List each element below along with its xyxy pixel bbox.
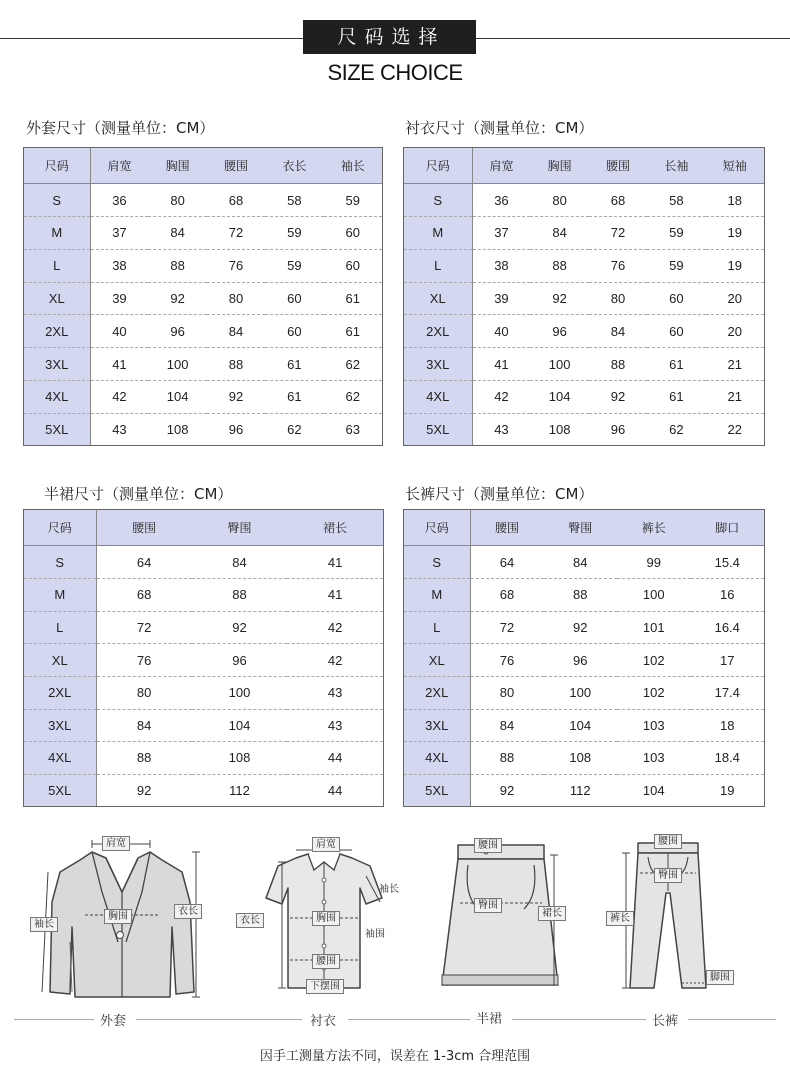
size-cell: 3XL <box>24 348 90 381</box>
value-cell: 58 <box>647 184 705 217</box>
pants-hip-label: 臀围 <box>654 868 682 883</box>
value-cell: 96 <box>610 421 626 437</box>
value-cell: 72 <box>207 217 265 250</box>
column-header: 肩宽 <box>90 148 148 184</box>
column-header: 衣长 <box>265 148 323 184</box>
value-cell: 68 <box>589 184 647 217</box>
table-row <box>404 217 764 250</box>
size-cell: 4XL <box>404 742 470 775</box>
value-cell: 108 <box>548 421 571 437</box>
value-cell: 92 <box>192 611 288 644</box>
table-row <box>404 315 764 348</box>
value-cell: 20 <box>706 282 764 315</box>
value-cell: 42 <box>287 644 383 677</box>
pants-foot-label: 脚围 <box>706 970 734 985</box>
value-cell: 61 <box>647 348 705 381</box>
table-row <box>404 413 764 445</box>
table-row <box>24 380 382 413</box>
size-cell: M <box>24 217 90 250</box>
value-cell: 92 <box>530 282 588 315</box>
column-header: 裤长 <box>617 510 691 546</box>
table-row <box>24 676 383 709</box>
value-cell: 59 <box>265 217 323 250</box>
value-cell: 68 <box>207 184 265 217</box>
column-header: 袖长 <box>324 148 382 184</box>
jacket-chest-label: 胸围 <box>104 909 132 924</box>
column-header: 腰围 <box>207 148 265 184</box>
header-left-rule <box>0 38 303 39</box>
skirt-hip-label: 臀围 <box>474 898 502 913</box>
value-cell: 16 <box>691 578 765 611</box>
value-cell: 18 <box>706 184 764 217</box>
value-cell: 88 <box>544 578 618 611</box>
size-cell: L <box>24 611 96 644</box>
value-cell: 88 <box>470 742 544 775</box>
value-cell: 84 <box>192 546 288 579</box>
value-cell: 43 <box>287 709 383 742</box>
value-cell: 44 <box>287 742 383 775</box>
value-cell: 100 <box>544 676 618 709</box>
value-cell: 39 <box>90 282 148 315</box>
table-row <box>24 217 382 250</box>
shirt-size-table <box>403 147 765 446</box>
skirt-waist-label: 腰围 <box>474 838 502 853</box>
column-header: 臀围 <box>544 510 618 546</box>
table-row <box>24 774 383 806</box>
size-table-grid <box>404 148 764 445</box>
value-cell: 43 <box>287 676 383 709</box>
value-cell: 80 <box>207 282 265 315</box>
jacket-sleeve-label: 袖长 <box>30 917 58 932</box>
value-cell: 92 <box>148 282 206 315</box>
shirt-length-label: 衣长 <box>236 913 264 928</box>
value-cell: 88 <box>589 348 647 381</box>
column-header: 臀围 <box>192 510 288 546</box>
table-row <box>24 611 383 644</box>
table-row <box>404 546 764 579</box>
value-cell: 84 <box>148 217 206 250</box>
value-cell: 96 <box>192 644 288 677</box>
value-cell: 36 <box>90 184 148 217</box>
size-cell: XL <box>404 644 470 677</box>
value-cell: 104 <box>148 380 206 413</box>
size-cell: L <box>404 249 472 282</box>
value-cell: 18.4 <box>691 742 765 775</box>
table-row <box>24 348 382 381</box>
shirt-sleeve-label: 袖长 <box>379 884 399 895</box>
value-cell: 16.4 <box>691 611 765 644</box>
table-header-row <box>404 148 764 184</box>
value-cell: 80 <box>96 676 192 709</box>
value-cell: 61 <box>324 315 382 348</box>
size-cell: L <box>404 611 470 644</box>
value-cell: 100 <box>148 348 206 381</box>
value-cell: 103 <box>617 709 691 742</box>
table-row <box>24 282 382 315</box>
value-cell: 61 <box>647 380 705 413</box>
value-cell: 64 <box>470 546 544 579</box>
column-header: 长袖 <box>647 148 705 184</box>
value-cell: 61 <box>265 348 323 381</box>
value-cell: 60 <box>647 315 705 348</box>
pants-length-label: 裤长 <box>606 911 634 926</box>
table-row <box>404 774 764 806</box>
table-header-row <box>24 148 382 184</box>
value-cell: 17 <box>691 644 765 677</box>
value-cell: 84 <box>589 315 647 348</box>
page-title: 尺码选择 <box>303 20 476 54</box>
value-cell: 100 <box>530 348 588 381</box>
table-row <box>24 546 383 579</box>
value-cell: 59 <box>324 184 382 217</box>
caption-rule <box>136 1019 302 1020</box>
size-cell: 4XL <box>404 380 472 413</box>
value-cell: 60 <box>265 315 323 348</box>
value-cell: 96 <box>148 315 206 348</box>
pants-waist-label: 腰围 <box>654 834 682 849</box>
measurement-note: 因手工测量方法不同，误差在 1-3cm 合理范围 <box>259 1049 531 1064</box>
value-cell: 41 <box>287 578 383 611</box>
value-cell: 80 <box>589 282 647 315</box>
value-cell: 112 <box>229 782 250 798</box>
size-cell: S <box>24 184 90 217</box>
table-row <box>404 249 764 282</box>
value-cell: 76 <box>470 644 544 677</box>
value-cell: 88 <box>96 742 192 775</box>
value-cell: 41 <box>287 546 383 579</box>
table-row <box>404 282 764 315</box>
table-row <box>24 184 382 217</box>
value-cell: 88 <box>530 249 588 282</box>
column-header: 腰围 <box>96 510 192 546</box>
size-cell: XL <box>24 644 96 677</box>
value-cell: 21 <box>706 380 764 413</box>
size-cell: 4XL <box>24 742 96 775</box>
value-cell: 104 <box>192 709 288 742</box>
value-cell: 84 <box>544 546 618 579</box>
value-cell: 108 <box>192 742 288 775</box>
shirt-caption: 衬衣 <box>310 1014 337 1029</box>
jacket-caption: 外套 <box>100 1014 127 1029</box>
value-cell: 104 <box>642 782 665 798</box>
value-cell: 40 <box>90 315 148 348</box>
value-cell: 84 <box>96 709 192 742</box>
table-row <box>24 709 383 742</box>
size-cell: M <box>404 217 472 250</box>
value-cell: 62 <box>669 421 684 437</box>
jacket-size-table <box>23 147 383 446</box>
size-cell: 3XL <box>24 709 96 742</box>
table-row <box>404 348 764 381</box>
header-right-rule <box>476 38 790 39</box>
column-header: 尺码 <box>24 510 96 546</box>
value-cell: 68 <box>470 578 544 611</box>
value-cell: 100 <box>192 676 288 709</box>
column-header: 短袖 <box>706 148 764 184</box>
value-cell: 92 <box>136 782 152 798</box>
value-cell: 103 <box>617 742 691 775</box>
value-cell: 68 <box>96 578 192 611</box>
value-cell: 84 <box>470 709 544 742</box>
size-table-grid <box>24 510 383 806</box>
value-cell: 102 <box>617 644 691 677</box>
size-cell: XL <box>24 282 90 315</box>
size-cell: XL <box>404 282 472 315</box>
column-header: 肩宽 <box>472 148 530 184</box>
table-header-row <box>24 510 383 546</box>
value-cell: 19 <box>706 249 764 282</box>
value-cell: 42 <box>90 380 148 413</box>
value-cell: 96 <box>228 421 244 437</box>
value-cell: 17.4 <box>691 676 765 709</box>
skirt-size-table <box>23 509 384 807</box>
value-cell: 43 <box>112 421 127 437</box>
value-cell: 59 <box>647 217 705 250</box>
value-cell: 38 <box>472 249 530 282</box>
skirt-caption: 半裙 <box>476 1012 503 1027</box>
size-cell: 3XL <box>404 709 470 742</box>
size-cell: 4XL <box>24 380 90 413</box>
table-row <box>24 413 382 445</box>
table-row <box>24 249 382 282</box>
table-row <box>24 742 383 775</box>
column-header: 胸围 <box>530 148 588 184</box>
value-cell: 96 <box>544 644 618 677</box>
value-cell: 108 <box>544 742 618 775</box>
jacket-table-title: 外套尺寸（测量单位：CM） <box>26 119 215 137</box>
column-header: 胸围 <box>148 148 206 184</box>
size-cell: 5XL <box>24 774 96 806</box>
table-row <box>404 709 764 742</box>
value-cell: 40 <box>472 315 530 348</box>
column-header: 尺码 <box>24 148 90 184</box>
value-cell: 80 <box>148 184 206 217</box>
size-cell: M <box>404 578 470 611</box>
column-header: 脚口 <box>691 510 765 546</box>
value-cell: 58 <box>265 184 323 217</box>
value-cell: 41 <box>472 348 530 381</box>
value-cell: 100 <box>617 578 691 611</box>
caption-rule <box>14 1019 94 1020</box>
caption-rule <box>512 1019 646 1020</box>
size-cell: 5XL <box>404 413 472 445</box>
size-cell: S <box>24 546 96 579</box>
value-cell: 20 <box>706 315 764 348</box>
value-cell: 101 <box>617 611 691 644</box>
value-cell: 96 <box>530 315 588 348</box>
shirt-table-title: 衬衣尺寸（测量单位：CM） <box>405 119 594 137</box>
skirt-table-title: 半裙尺寸（测量单位：CM） <box>44 485 233 503</box>
value-cell: 19 <box>720 782 735 798</box>
size-cell: 5XL <box>24 413 90 445</box>
table-header-row <box>404 510 764 546</box>
value-cell: 92 <box>499 782 515 798</box>
value-cell: 76 <box>96 644 192 677</box>
value-cell: 37 <box>472 217 530 250</box>
column-header: 尺码 <box>404 148 472 184</box>
pants-caption: 长裤 <box>652 1014 679 1029</box>
value-cell: 104 <box>530 380 588 413</box>
value-cell: 92 <box>589 380 647 413</box>
value-cell: 60 <box>324 249 382 282</box>
column-header: 腰围 <box>589 148 647 184</box>
size-cell: 5XL <box>404 774 470 806</box>
table-row <box>404 184 764 217</box>
value-cell: 88 <box>148 249 206 282</box>
value-cell: 42 <box>287 611 383 644</box>
pants-size-table <box>403 509 765 807</box>
page-subtitle: SIZE CHOICE <box>327 60 463 85</box>
column-header: 尺码 <box>404 510 470 546</box>
caption-rule <box>348 1019 470 1020</box>
shirt-hem-label: 下摆围 <box>306 979 344 994</box>
value-cell: 39 <box>472 282 530 315</box>
shirt-waist-label: 腰围 <box>312 954 340 969</box>
shirt-chest-label: 胸围 <box>312 911 340 926</box>
column-header: 腰围 <box>470 510 544 546</box>
value-cell: 92 <box>207 380 265 413</box>
value-cell: 112 <box>569 782 591 798</box>
value-cell: 84 <box>207 315 265 348</box>
value-cell: 72 <box>470 611 544 644</box>
size-cell: 2XL <box>404 676 470 709</box>
table-row <box>24 578 383 611</box>
size-cell: S <box>404 546 470 579</box>
value-cell: 84 <box>530 217 588 250</box>
value-cell: 44 <box>327 782 343 798</box>
value-cell: 104 <box>544 709 618 742</box>
table-row <box>404 578 764 611</box>
value-cell: 61 <box>324 282 382 315</box>
value-cell: 92 <box>544 611 618 644</box>
value-cell: 59 <box>265 249 323 282</box>
size-table-grid <box>24 148 382 445</box>
value-cell: 60 <box>324 217 382 250</box>
table-row <box>404 742 764 775</box>
value-cell: 64 <box>96 546 192 579</box>
value-cell: 62 <box>287 421 302 437</box>
size-cell: M <box>24 578 96 611</box>
value-cell: 80 <box>470 676 544 709</box>
value-cell: 38 <box>90 249 148 282</box>
value-cell: 61 <box>265 380 323 413</box>
pants-table-title: 长裤尺寸（测量单位：CM） <box>405 485 594 503</box>
table-row <box>404 644 764 677</box>
value-cell: 99 <box>617 546 691 579</box>
value-cell: 18 <box>691 709 765 742</box>
table-row <box>404 380 764 413</box>
size-cell: 2XL <box>404 315 472 348</box>
value-cell: 80 <box>530 184 588 217</box>
value-cell: 15.4 <box>691 546 765 579</box>
skirt-length-label: 裙长 <box>538 906 566 921</box>
value-cell: 108 <box>166 421 189 437</box>
size-cell: 2XL <box>24 676 96 709</box>
value-cell: 37 <box>90 217 148 250</box>
shirt-shoulder-label: 肩宽 <box>312 837 340 852</box>
table-row <box>404 611 764 644</box>
size-table-grid <box>404 510 764 806</box>
value-cell: 60 <box>265 282 323 315</box>
value-cell: 19 <box>706 217 764 250</box>
value-cell: 102 <box>617 676 691 709</box>
value-cell: 43 <box>494 421 509 437</box>
value-cell: 76 <box>207 249 265 282</box>
jacket-shoulder-label: 肩宽 <box>102 836 130 851</box>
value-cell: 63 <box>345 421 361 437</box>
jacket-length-label: 衣长 <box>174 904 202 919</box>
value-cell: 21 <box>706 348 764 381</box>
value-cell: 88 <box>207 348 265 381</box>
value-cell: 62 <box>324 348 382 381</box>
shirt-cuff-label: 袖围 <box>365 929 385 940</box>
value-cell: 59 <box>647 249 705 282</box>
size-cell: 3XL <box>404 348 472 381</box>
value-cell: 88 <box>192 578 288 611</box>
value-cell: 42 <box>472 380 530 413</box>
size-cell: L <box>24 249 90 282</box>
caption-rule <box>688 1019 776 1020</box>
table-row <box>24 644 383 677</box>
value-cell: 72 <box>96 611 192 644</box>
column-header: 裙长 <box>287 510 383 546</box>
value-cell: 22 <box>727 421 743 437</box>
value-cell: 41 <box>90 348 148 381</box>
value-cell: 76 <box>589 249 647 282</box>
size-cell: 2XL <box>24 315 90 348</box>
value-cell: 60 <box>647 282 705 315</box>
value-cell: 62 <box>324 380 382 413</box>
value-cell: 36 <box>472 184 530 217</box>
table-row <box>404 676 764 709</box>
value-cell: 72 <box>589 217 647 250</box>
size-cell: S <box>404 184 472 217</box>
table-row <box>24 315 382 348</box>
